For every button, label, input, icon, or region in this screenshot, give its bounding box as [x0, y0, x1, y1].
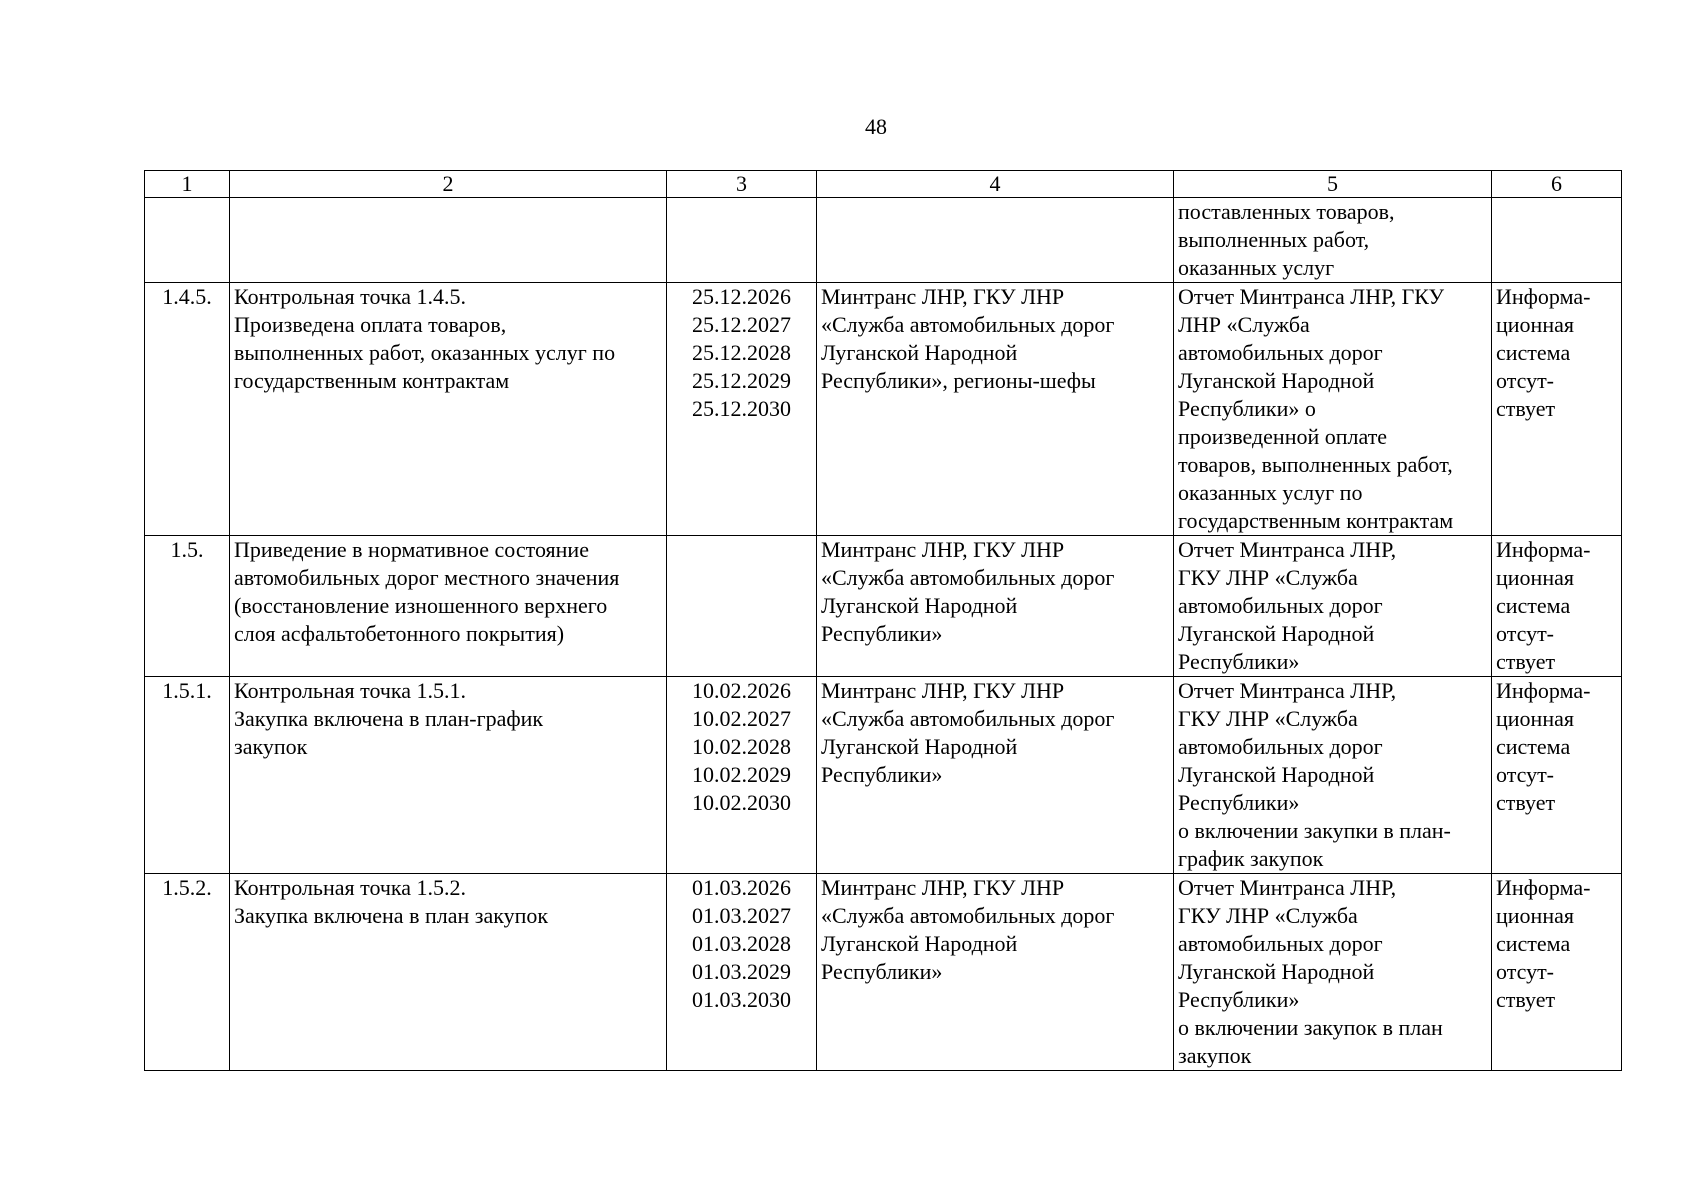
- deadline-dates: [667, 198, 817, 283]
- table-row: [145, 874, 1622, 1071]
- responsible-executor: [817, 198, 1174, 283]
- confirming-document: Отчет Минтранса ЛНР, ГКУ ЛНР «Служба автомобильных дорог Луганской Народной Республики» о произведенной оплате товаров, выполненных работ, оказанных услуг по государственным контрактам: [1174, 283, 1492, 536]
- column-header-4: 4: [817, 171, 1174, 198]
- event-name: Приведение в нормативное состояние автомобильных дорог местного значения (восстановление изношенного верхнего слоя асфальтобетонного покрытия): [230, 536, 667, 677]
- column-header-3: 3: [667, 171, 817, 198]
- responsible-executor: Минтранс ЛНР, ГКУ ЛНР «Служба автомобильных дорог Луганской Народной Республики», регионы-шефы: [817, 283, 1174, 536]
- page-number: 48: [865, 114, 887, 139]
- responsible-executor: Минтранс ЛНР, ГКУ ЛНР «Служба автомобильных дорог Луганской Народной Республики»: [817, 536, 1174, 677]
- confirming-document: Отчет Минтранса ЛНР, ГКУ ЛНР «Служба автомобильных дорог Луганской Народной Республики» о включении закупки в план- график закупок: [1174, 677, 1492, 874]
- deadline-dates: 25.12.2026 25.12.2027 25.12.2028 25.12.2029 25.12.2030: [667, 283, 817, 536]
- responsible-executor: Минтранс ЛНР, ГКУ ЛНР «Служба автомобильных дорог Луганской Народной Республики»: [817, 874, 1174, 1071]
- row-number: 1.5.1.: [145, 677, 230, 874]
- header-row: [145, 171, 1622, 198]
- table-row: [145, 677, 1622, 874]
- information-system: [1492, 198, 1622, 283]
- information-system: Информа- ционная система отсут- ствует: [1492, 677, 1622, 874]
- information-system: Информа- ционная система отсут- ствует: [1492, 536, 1622, 677]
- information-system: Информа- ционная система отсут- ствует: [1492, 874, 1622, 1071]
- row-number: 1.5.: [145, 536, 230, 677]
- row-number: [145, 198, 230, 283]
- event-name: Контрольная точка 1.5.1. Закупка включена в план-график закупок: [230, 677, 667, 874]
- column-header-5: 5: [1174, 171, 1492, 198]
- column-header-2: 2: [230, 171, 667, 198]
- table-row: [145, 536, 1622, 677]
- deadline-dates: [667, 536, 817, 677]
- table-row: [145, 283, 1622, 536]
- confirming-document: Отчет Минтранса ЛНР, ГКУ ЛНР «Служба автомобильных дорог Луганской Народной Республики» о включении закупок в план закупок: [1174, 874, 1492, 1071]
- row-number: 1.4.5.: [145, 283, 230, 536]
- event-name: [230, 198, 667, 283]
- table-row: [145, 198, 1622, 283]
- information-system: Информа- ционная система отсут- ствует: [1492, 283, 1622, 536]
- event-name: Контрольная точка 1.4.5. Произведена оплата товаров, выполненных работ, оказанных услуг по государственным контрактам: [230, 283, 667, 536]
- event-name: Контрольная точка 1.5.2. Закупка включена в план закупок: [230, 874, 667, 1071]
- confirming-document: поставленных товаров, выполненных работ, оказанных услуг: [1174, 198, 1492, 283]
- plan-table: [144, 170, 1622, 1071]
- column-header-6: 6: [1492, 171, 1622, 198]
- deadline-dates: 10.02.2026 10.02.2027 10.02.2028 10.02.2029 10.02.2030: [667, 677, 817, 874]
- deadline-dates: 01.03.2026 01.03.2027 01.03.2028 01.03.2029 01.03.2030: [667, 874, 817, 1071]
- column-header-1: 1: [145, 171, 230, 198]
- responsible-executor: Минтранс ЛНР, ГКУ ЛНР «Служба автомобильных дорог Луганской Народной Республики»: [817, 677, 1174, 874]
- row-number: 1.5.2.: [145, 874, 230, 1071]
- confirming-document: Отчет Минтранса ЛНР, ГКУ ЛНР «Служба автомобильных дорог Луганской Народной Республики»: [1174, 536, 1492, 677]
